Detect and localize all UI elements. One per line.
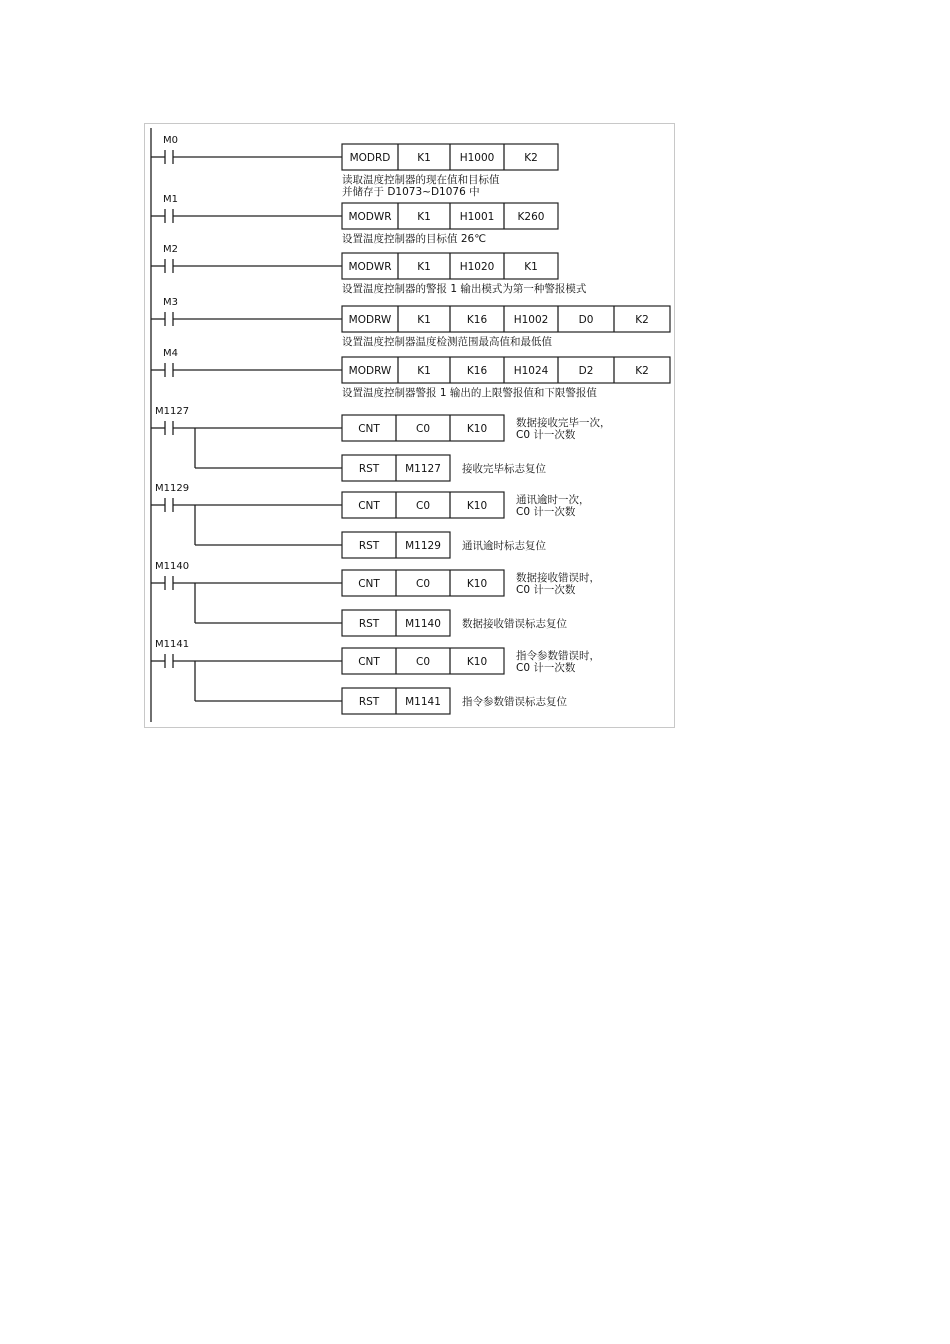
instruction-opcode: MODWR — [348, 211, 392, 223]
instruction-operand: C0 — [415, 656, 431, 668]
instruction-operand: D0 — [578, 314, 594, 326]
rung-comment: C0 计一次数 — [516, 506, 576, 518]
instruction-operand: K10 — [466, 656, 488, 668]
contact-label: M2 — [163, 244, 178, 255]
instruction-operand: K1 — [524, 261, 538, 273]
contact-label: M1 — [163, 194, 178, 205]
instruction-operand: D2 — [578, 365, 594, 377]
instruction-opcode: RST — [358, 618, 380, 630]
contact-label: M1141 — [155, 639, 190, 650]
rung-comment: 数据接收错误时， — [516, 572, 600, 584]
instruction-opcode: MODWR — [348, 261, 392, 273]
instruction-operand: H1001 — [459, 211, 495, 223]
rung-comment: 读取温度控制器的现在值和目标值 — [342, 174, 500, 186]
instruction-operand: C0 — [415, 423, 431, 435]
instruction-opcode: CNT — [358, 423, 380, 435]
instruction-opcode: MODRD — [349, 152, 391, 164]
instruction-opcode: CNT — [358, 500, 380, 512]
contact-label: M0 — [163, 135, 178, 146]
instruction-opcode: RST — [358, 463, 380, 475]
instruction-operand: K260 — [517, 211, 545, 223]
rung-comment: 设置温度控制器的目标值 26℃ — [342, 233, 486, 245]
instruction-operand: H1000 — [459, 152, 495, 164]
instruction-operand: K10 — [466, 500, 488, 512]
rung-comment: C0 计一次数 — [516, 584, 576, 596]
rung-comment: 设置温度控制器警报 1 输出的上限警报值和下限警报值 — [342, 387, 597, 399]
instruction-operand: C0 — [415, 500, 431, 512]
instruction-operand: K1 — [417, 211, 431, 223]
instruction-operand: M1127 — [405, 463, 441, 475]
instruction-opcode: RST — [358, 540, 380, 552]
contact-label: M1129 — [155, 483, 190, 494]
contact-label: M1127 — [155, 406, 190, 417]
instruction-operand: K10 — [466, 423, 488, 435]
rung-comment: 并储存于 D1073~D1076 中 — [342, 186, 480, 198]
instruction-operand: K1 — [417, 314, 431, 326]
instruction-operand: K2 — [524, 152, 538, 164]
rung-comment: 数据接收完毕一次， — [516, 417, 611, 429]
instruction-operand: K10 — [466, 578, 488, 590]
rung-comment: 指令参数错误时， — [516, 650, 600, 662]
instruction-operand: C0 — [415, 578, 431, 590]
instruction-opcode: RST — [358, 696, 380, 708]
instruction-operand: K16 — [466, 314, 488, 326]
instruction-opcode: CNT — [358, 578, 380, 590]
contact-label: M4 — [163, 348, 178, 359]
contact-label: M3 — [163, 297, 178, 308]
ladder-diagram-frame — [144, 123, 675, 728]
instruction-operand: H1024 — [513, 365, 549, 377]
rung-comment: 设置温度控制器的警报 1 输出模式为第一种警报模式 — [342, 283, 587, 295]
instruction-operand: M1129 — [405, 540, 441, 552]
rung-comment: 设置温度控制器温度检测范围最高值和最低值 — [342, 336, 552, 348]
instruction-operand: M1141 — [405, 696, 441, 708]
rung-comment: 通讯逾时一次， — [516, 494, 590, 506]
instruction-opcode: CNT — [358, 656, 380, 668]
rung-comment: C0 计一次数 — [516, 429, 576, 441]
instruction-opcode: MODRW — [348, 314, 392, 326]
instruction-operand: H1002 — [513, 314, 549, 326]
instruction-opcode: MODRW — [348, 365, 392, 377]
rung-comment: 接收完毕标志复位 — [462, 463, 546, 475]
instruction-operand: K16 — [466, 365, 488, 377]
rung-comment: C0 计一次数 — [516, 662, 576, 674]
instruction-operand: K1 — [417, 261, 431, 273]
ladder-diagram — [145, 124, 676, 729]
contact-label: M1140 — [155, 561, 190, 572]
rung-comment: 数据接收错误标志复位 — [462, 618, 567, 630]
instruction-operand: K1 — [417, 152, 431, 164]
rung-comment: 指令参数错误标志复位 — [462, 696, 567, 708]
instruction-operand: K1 — [417, 365, 431, 377]
instruction-operand: K2 — [635, 314, 649, 326]
instruction-operand: K2 — [635, 365, 649, 377]
instruction-operand: M1140 — [405, 618, 441, 630]
instruction-operand: H1020 — [459, 261, 495, 273]
rung-comment: 通讯逾时标志复位 — [462, 540, 546, 552]
